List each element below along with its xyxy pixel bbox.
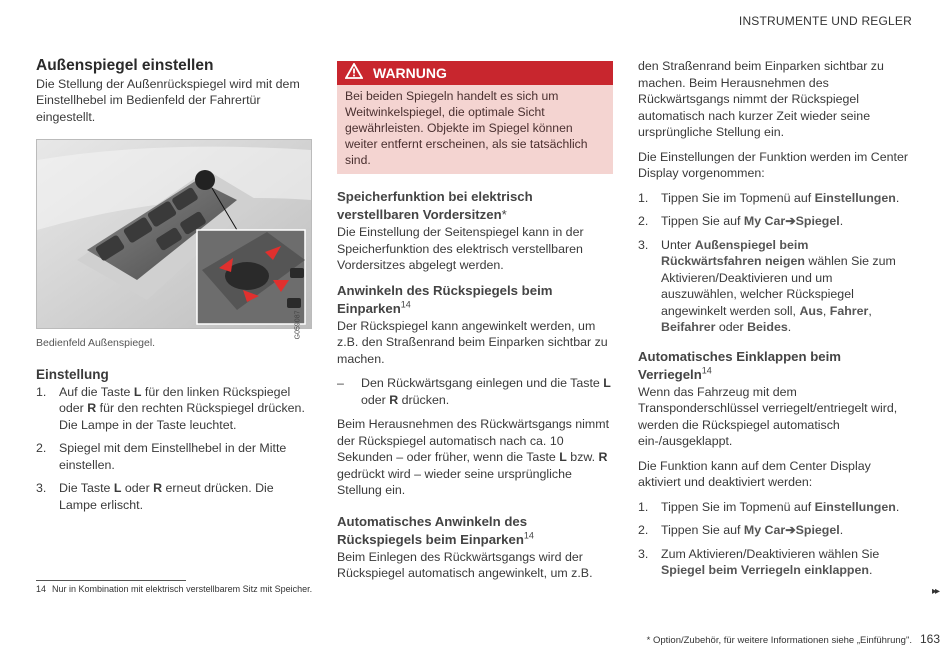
column-3 — [638, 58, 910, 587]
arrow-right-icon: ➔ — [785, 214, 796, 228]
settings-intro: Die Einstellungen der Funktion werden im Center Display vorgenommen: — [638, 149, 908, 180]
adjust-steps-list — [36, 384, 312, 514]
list-item: 2. Spiegel mit dem Einstellhebel in der Mitte einstellen. — [36, 441, 287, 472]
warning-label: WARNUNG — [373, 64, 447, 81]
list-item: 2. Tippen Sie auf My Car➔Spiegel. — [638, 523, 844, 537]
footnote: 14 Nur in Kombination mit elektrisch verstellbarem Sitz mit Speicher. — [36, 584, 313, 594]
page-footer — [647, 632, 940, 646]
warning-text: Bei beiden Spiegeln handelt es sich um Weitwinkelspiegel, die optimale Sicht gewährleisten. Objekte im Spiegel können weiter entfernt erscheinen, als sie tatsächlich sind. — [337, 85, 613, 174]
list-item: 1. Tippen Sie im Topmenü auf Einstellungen. — [638, 499, 900, 514]
footnote-divider — [36, 580, 186, 581]
warning-triangle-icon — [345, 63, 363, 83]
image-code: G059087 — [294, 310, 302, 339]
remove-gear-paragraph: Beim Herausnehmen des Rückwärtsgangs nimmt der Rückspiegel automatisch nach ca. 10 Sekunden – oder früher, wenn die Taste L bzw. R gedrückt wird – wieder seine ursprüngliche Stellung ein. — [337, 417, 610, 497]
tilt-paragraph: Der Rückspiegel kann angewinkelt werden, um z.B. den Straßenrand beim Einparken sichtbar zu machen. — [337, 318, 608, 366]
column-2 — [337, 61, 613, 590]
column-1 — [36, 58, 312, 521]
tilt-settings-steps — [638, 190, 910, 336]
door-panel-illustration — [36, 139, 312, 339]
intro-paragraph: Die Stellung der Außenrückspiegel wird mit dem Einstellhebel im Bedienfeld der Fahrertür eingestellt. — [36, 76, 300, 124]
page-number: 163 — [919, 632, 940, 646]
fold-settings-steps — [638, 499, 910, 579]
arrow-right-icon: ➔ — [785, 523, 796, 537]
heading-auto-tilt: Automatisches Anwinkeln des Rückspiegels beim Einparken$^{14}$ — [337, 513, 534, 547]
list-item: 1. Auf die Taste L für den linken Rückspiegel oder R für den rechten Rückspiegel drücken. Die Lampe in der Taste leuchtet. — [36, 384, 305, 432]
page-title: Außenspiegel einstellen — [36, 57, 214, 74]
mirror-control-photo — [37, 140, 311, 328]
heading-auto-fold: Automatisches Einklappen beim Verriegeln$^{14}$ — [638, 348, 841, 382]
list-item: 1. Tippen Sie im Topmenü auf Einstellungen. — [638, 190, 900, 205]
dash-item: – Den Rückwärtsgang einlegen und die Taste L oder R drücken. — [337, 376, 611, 407]
section-header: INSTRUMENTE UND REGLER — [738, 14, 912, 28]
fold-paragraph-2: Die Funktion kann auf dem Center Display aktiviert und deaktiviert werden: — [638, 458, 871, 489]
memory-paragraph: Die Einstellung der Seitenspiegel kann in der Speicherfunktion des elektrisch verstellbaren Vordersitzes abgelegt werden. — [337, 225, 584, 272]
continue-arrows-icon: ▸▸ — [931, 586, 938, 597]
heading-tilt-mirror: Anwinkeln des Rückspiegels beim Einparken$^{14}$ — [337, 282, 553, 316]
list-item: 2. Tippen Sie auf My Car➔Spiegel. — [638, 214, 844, 228]
list-item: 3. Die Taste L oder R erneut drücken. Die Lampe erlischt. — [36, 481, 274, 512]
option-note: * Option/Zubehör, für weitere Informationen siehe „Einführung". — [646, 635, 912, 646]
heading-memory-function: Speicherfunktion bei elektrisch verstellbaren Vordersitzen* — [337, 189, 533, 222]
subsection-title-einstellung: Einstellung — [36, 366, 109, 382]
image-caption: Bedienfeld Außenspiegel. — [36, 337, 156, 349]
warning-header — [337, 61, 613, 85]
list-item: 3. Zum Aktivieren/Deaktivieren wählen Sie Spiegel beim Verriegeln einklappen. — [638, 546, 880, 577]
list-item: 3. Unter Außenspiegel beim Rückwärtsfahren neigen wählen Sie zum Aktivieren/Deaktivieren und um auszuwählen, welcher Rückspiegel angewinkelt werden soll, Aus, Fahrer, Beifahrer oder Beides. — [638, 237, 896, 334]
continued-paragraph: den Straßenrand beim Einparken sichtbar zu machen. Beim Herausnehmen des Rückwärtsgangs nimmt der Rückspiegel automatisch nach kurzer Zeit wieder seine ursprüngliche Stellung ein. — [638, 59, 884, 139]
auto-tilt-paragraph: Beim Einlegen des Rückwärtsgangs wird der Rückspiegel automatisch angewinkelt, um z.B. — [337, 549, 593, 580]
fold-paragraph: Wenn das Fahrzeug mit dem Transponderschlüssel verriegelt/entriegelt wird, werden die Rückspiegel automatisch ein-/ausgeklappt. — [638, 384, 898, 448]
